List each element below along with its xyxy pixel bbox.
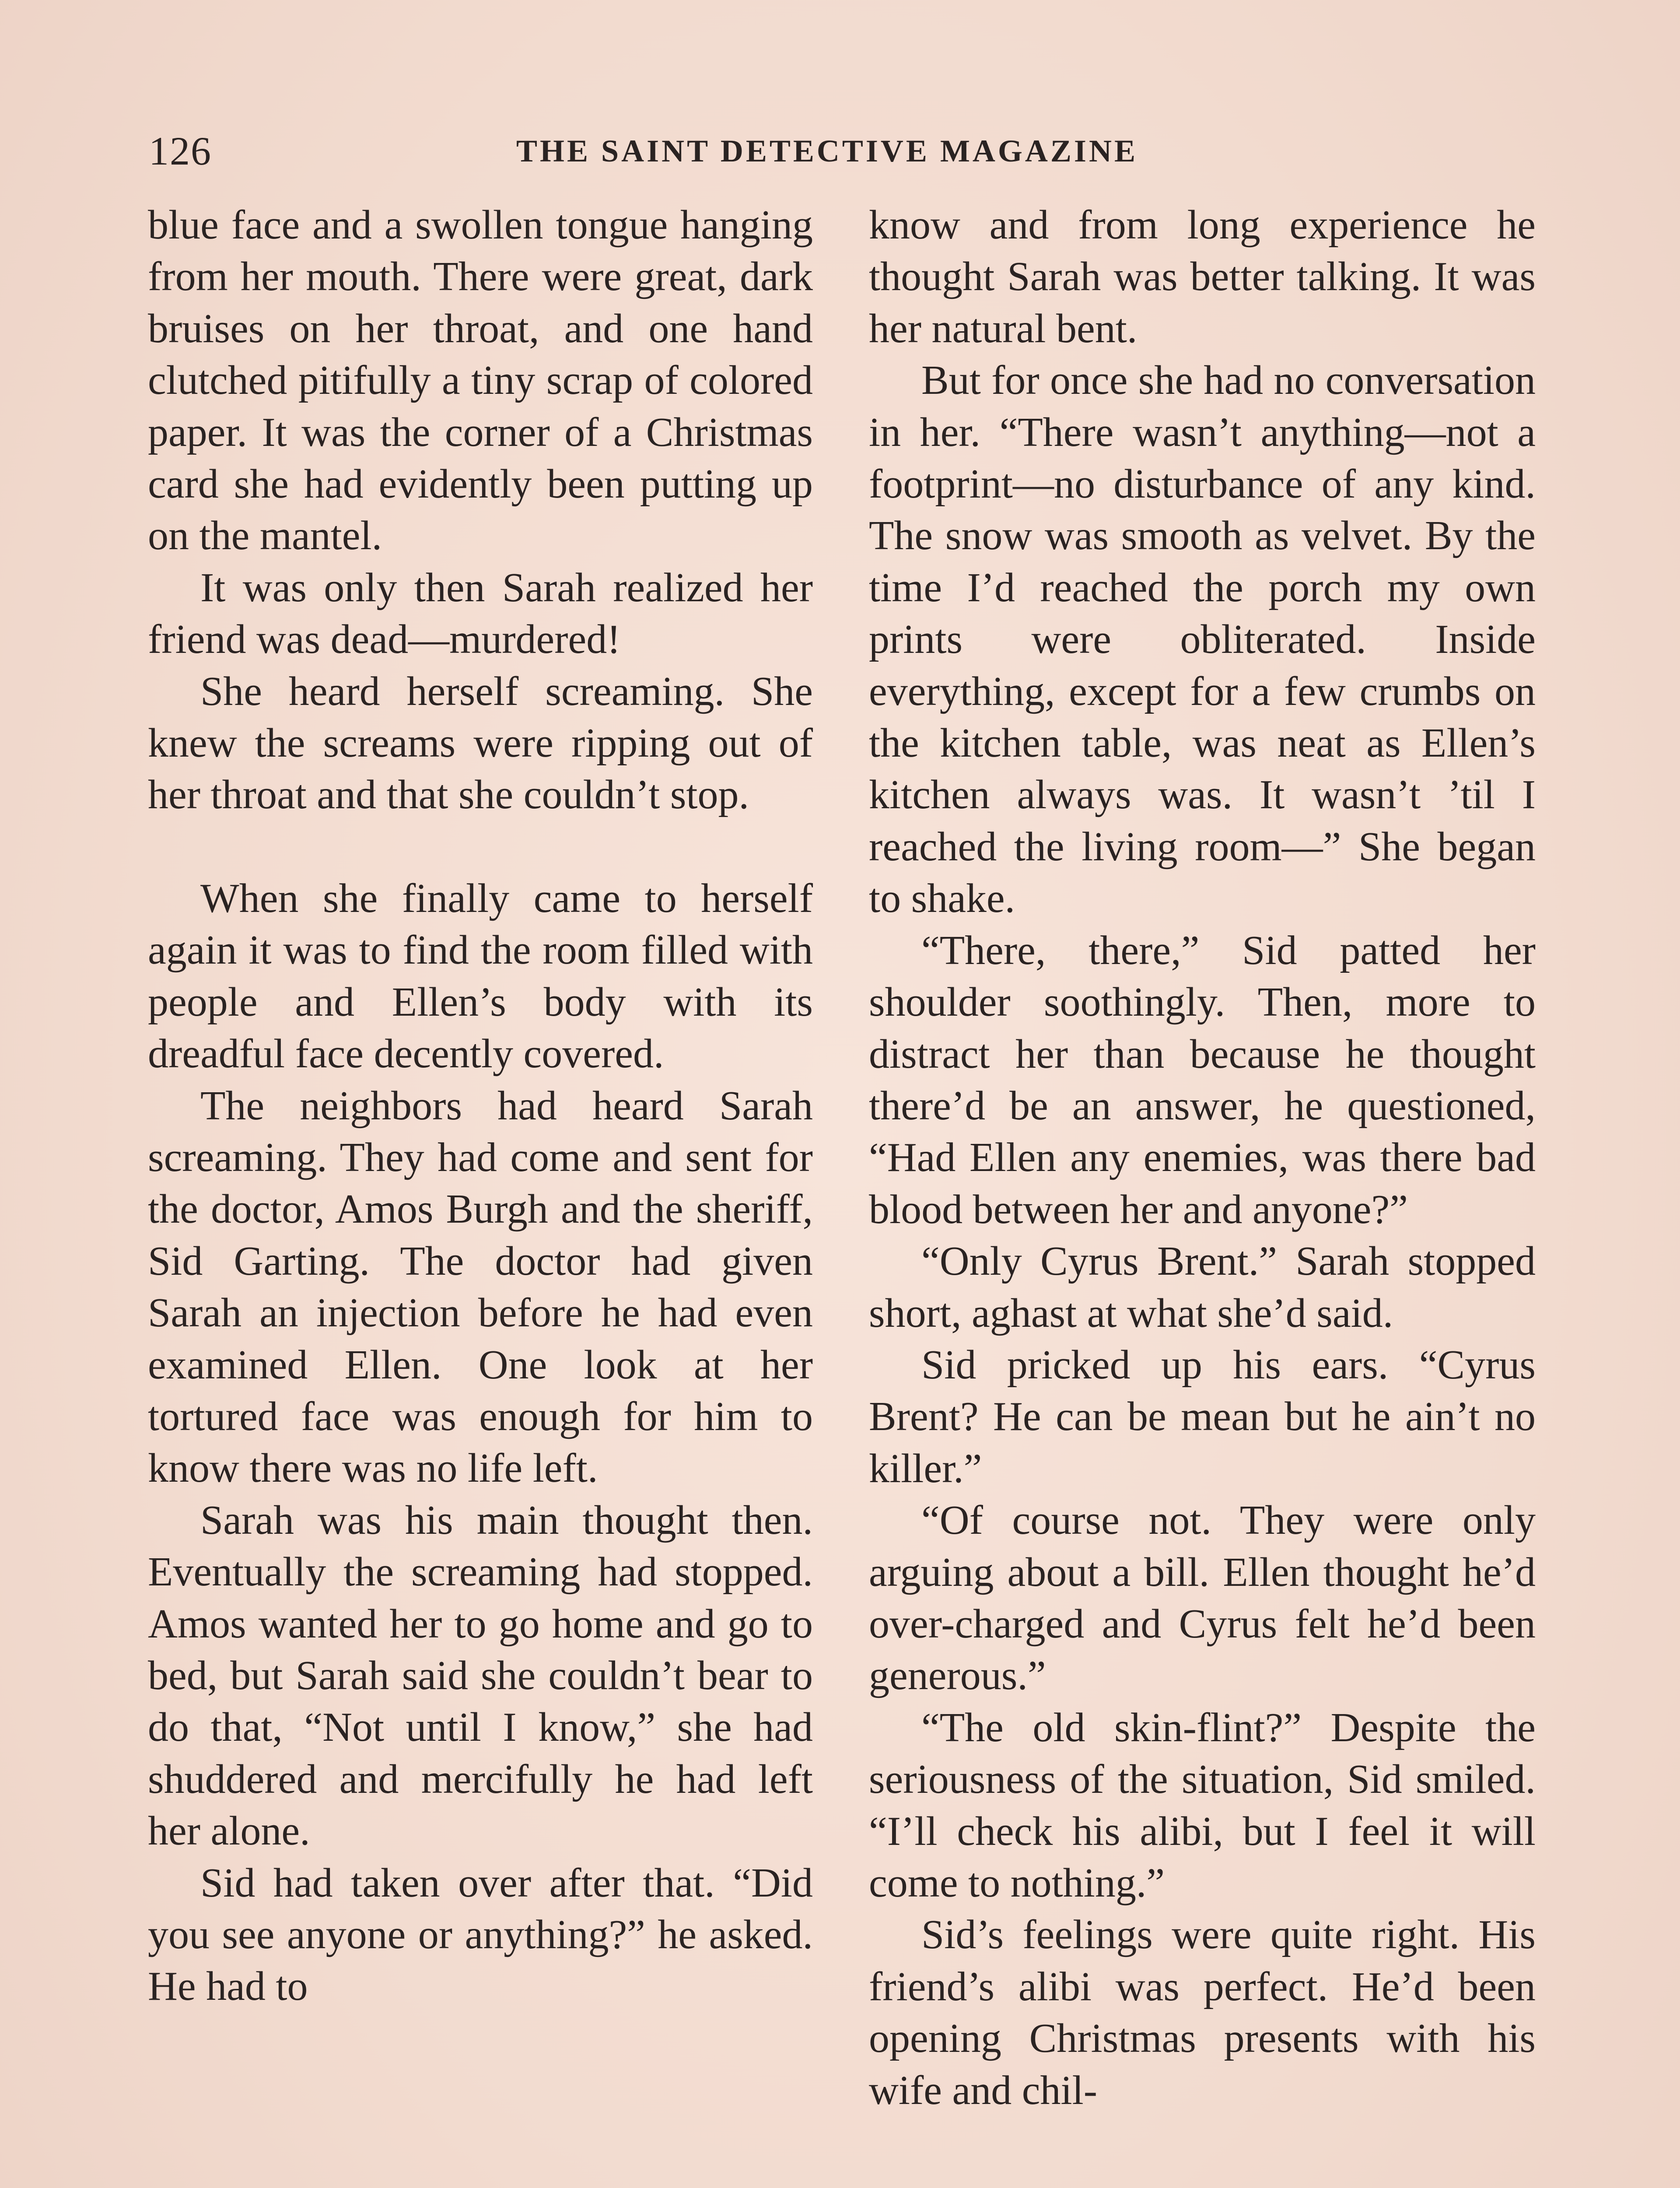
paragraph: blue face and a swollen tongue hanging from her mouth. There were great, dark bruises on her throat, and one hand clutched pitifully a tiny scrap of colored paper. It was the corner of a Christmas card she had evidently been putting up on the mantel.	[148, 202, 813, 559]
paragraph: “There, there,” Sid patted her shoulder soothingly. Then, more to distract her than because he thought there’d be an answer, he questioned, “Had Ellen any enemies, was there bad blood between her and anyone?”	[869, 927, 1536, 1232]
paragraph: “Only Cyrus Brent.” Sarah stopped short, aghast at what she’d said.	[869, 1238, 1536, 1336]
page-header	[149, 123, 1536, 179]
paragraph: The neighbors had heard Sarah screaming. They had come and sent for the doctor, Amos Burgh and the sheriff, Sid Garting. The doctor had given Sarah an injection before he had even examined Ellen. One look at her tortured face was enough for him to know there was no life left.	[148, 1083, 813, 1491]
paragraph: Sid pricked up his ears. “Cyrus Brent? He can be mean but he ain’t no killer.”	[869, 1342, 1536, 1491]
left-column	[148, 199, 813, 2013]
paragraph: When she finally came to herself again it was to find the room filled with people and Ellen’s body with its dreadful face decently covered.	[148, 875, 813, 1077]
paragraph: know and from long experience he thought Sarah was better talking. It was her natural bent.	[869, 202, 1536, 351]
paragraph: “The old skin-flint?” Despite the seriousness of the situation, Sid smiled. “I’ll check his alibi, but I feel it will come to nothing.”	[869, 1704, 1536, 1906]
page-number: 126	[149, 129, 212, 173]
paragraph: Sid had taken over after that. “Did you see anyone or anything?” he asked. He had to	[148, 1860, 813, 2009]
paragraph: She heard herself screaming. She knew the screams were ripping out of her throat and that she couldn’t stop.	[148, 668, 813, 818]
right-column	[869, 199, 1536, 2116]
paragraph: Sarah was his main thought then. Eventually the screaming had stopped. Amos wanted her to go home and go to bed, but Sarah said she couldn’t bear to do that, “Not until I know,” she had shuddered and mercifully he had left her alone.	[148, 1497, 813, 1854]
paragraph: But for once she had no conversation in her. “There wasn’t anything—not a footprint—no disturbance of any kind. The snow was smooth as velvet. By the time I’d reached the porch my own prints were obliterated. Inside everything, except for a few crumbs on the kitchen table, was neat as Ellen’s kitchen always was. It wasn’t ’til I reached the living room—” She began to shake.	[869, 358, 1536, 922]
running-head: THE SAINT DETECTIVE MAGAZINE	[516, 133, 1138, 168]
paragraph: Sid’s feelings were quite right. His friend’s alibi was perfect. He’d been opening Christmas presents with his wife and chil-	[869, 1912, 1536, 2113]
paragraph: “Of course not. They were only arguing about a bill. Ellen thought he’d over-charged and Cyrus felt he’d been generous.”	[869, 1497, 1536, 1699]
paragraph: It was only then Sarah realized her friend was dead—murdered!	[148, 565, 813, 663]
